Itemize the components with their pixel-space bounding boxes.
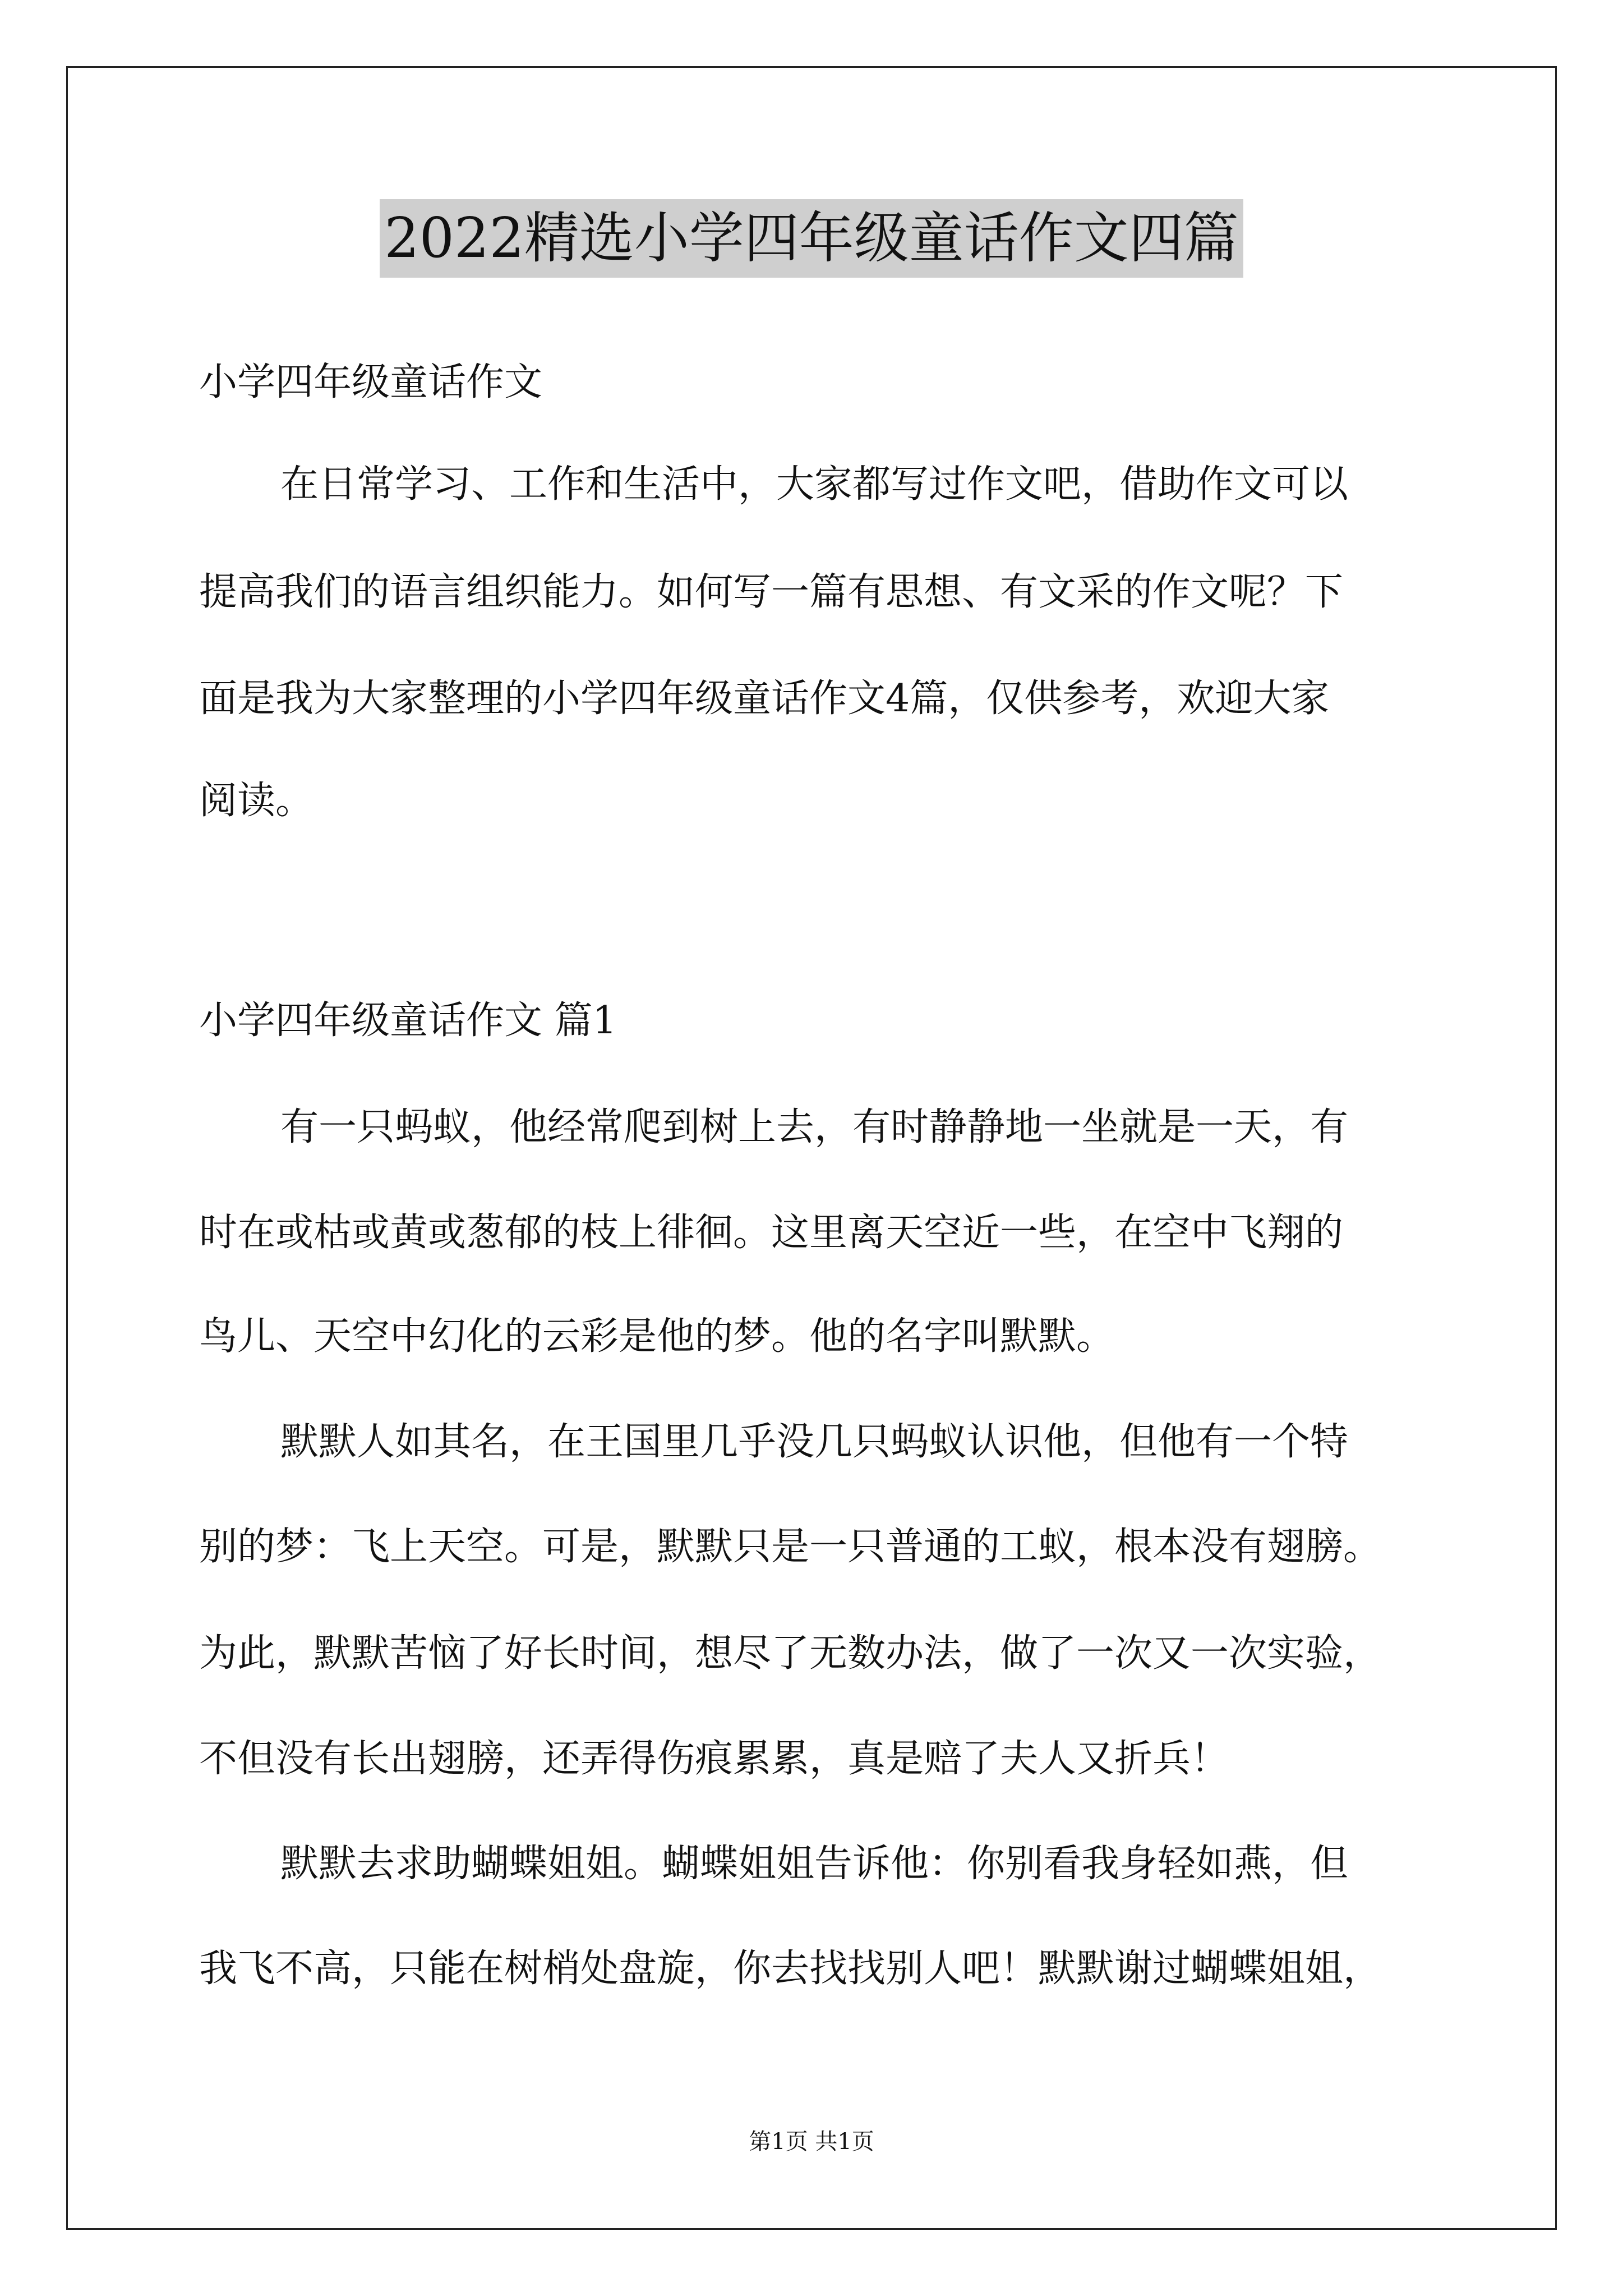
page-footer: 第1页 共1页 [749,2129,874,2155]
section-paragraph-line: 为此，默默苦恼了好长时间，想尽了无数办法，做了一次又一次实验， [199,1631,1382,1676]
intro-paragraph-line: 阅读。 [199,779,314,823]
section-paragraph-line: 默默人如其名，在王国里几乎没几只蚂蚁认识他，但他有一个特 [280,1420,1349,1464]
title-container [0,199,1623,278]
intro-paragraph-line: 面是我为大家整理的小学四年级童话作文4篇，仅供参考，欢迎大家 [199,677,1330,721]
section-paragraph-line: 鸟儿、天空中幻化的云彩是他的梦。他的名字叫默默。 [199,1314,1115,1359]
section-paragraph-line: 有一只蚂蚁，他经常爬到树上去，有时静静地一坐就是一天，有 [280,1105,1349,1149]
section-paragraph-line: 时在或枯或黄或葱郁的枝上徘徊。这里离天空近一些，在空中飞翔的 [199,1211,1344,1255]
intro-paragraph-line: 在日常学习、工作和生活中，大家都写过作文吧，借助作文可以 [280,462,1349,507]
section-paragraph-line: 我飞不高，只能在树梢处盘旋，你去找找别人吧！默默谢过蝴蝶姐姐， [199,1947,1382,1991]
intro-paragraph-line: 提高我们的语言组织能力。如何写一篇有思想、有文采的作文呢？下 [199,570,1344,614]
section-paragraph-line: 别的梦：飞上天空。可是，默默只是一只普通的工蚁，根本没有翅膀。 [199,1525,1382,1569]
document-title: 2022精选小学四年级童话作文四篇 [380,199,1243,278]
section-paragraph-line: 默默去求助蝴蝶姐姐。蝴蝶姐姐告诉他：你别看我身轻如燕，但 [280,1842,1349,1886]
intro-heading: 小学四年级童话作文 [199,360,543,404]
section-paragraph-line: 不但没有长出翅膀，还弄得伤痕累累，真是赔了夫人又折兵！ [199,1737,1229,1781]
section-heading: 小学四年级童话作文 篇1 [199,999,617,1043]
